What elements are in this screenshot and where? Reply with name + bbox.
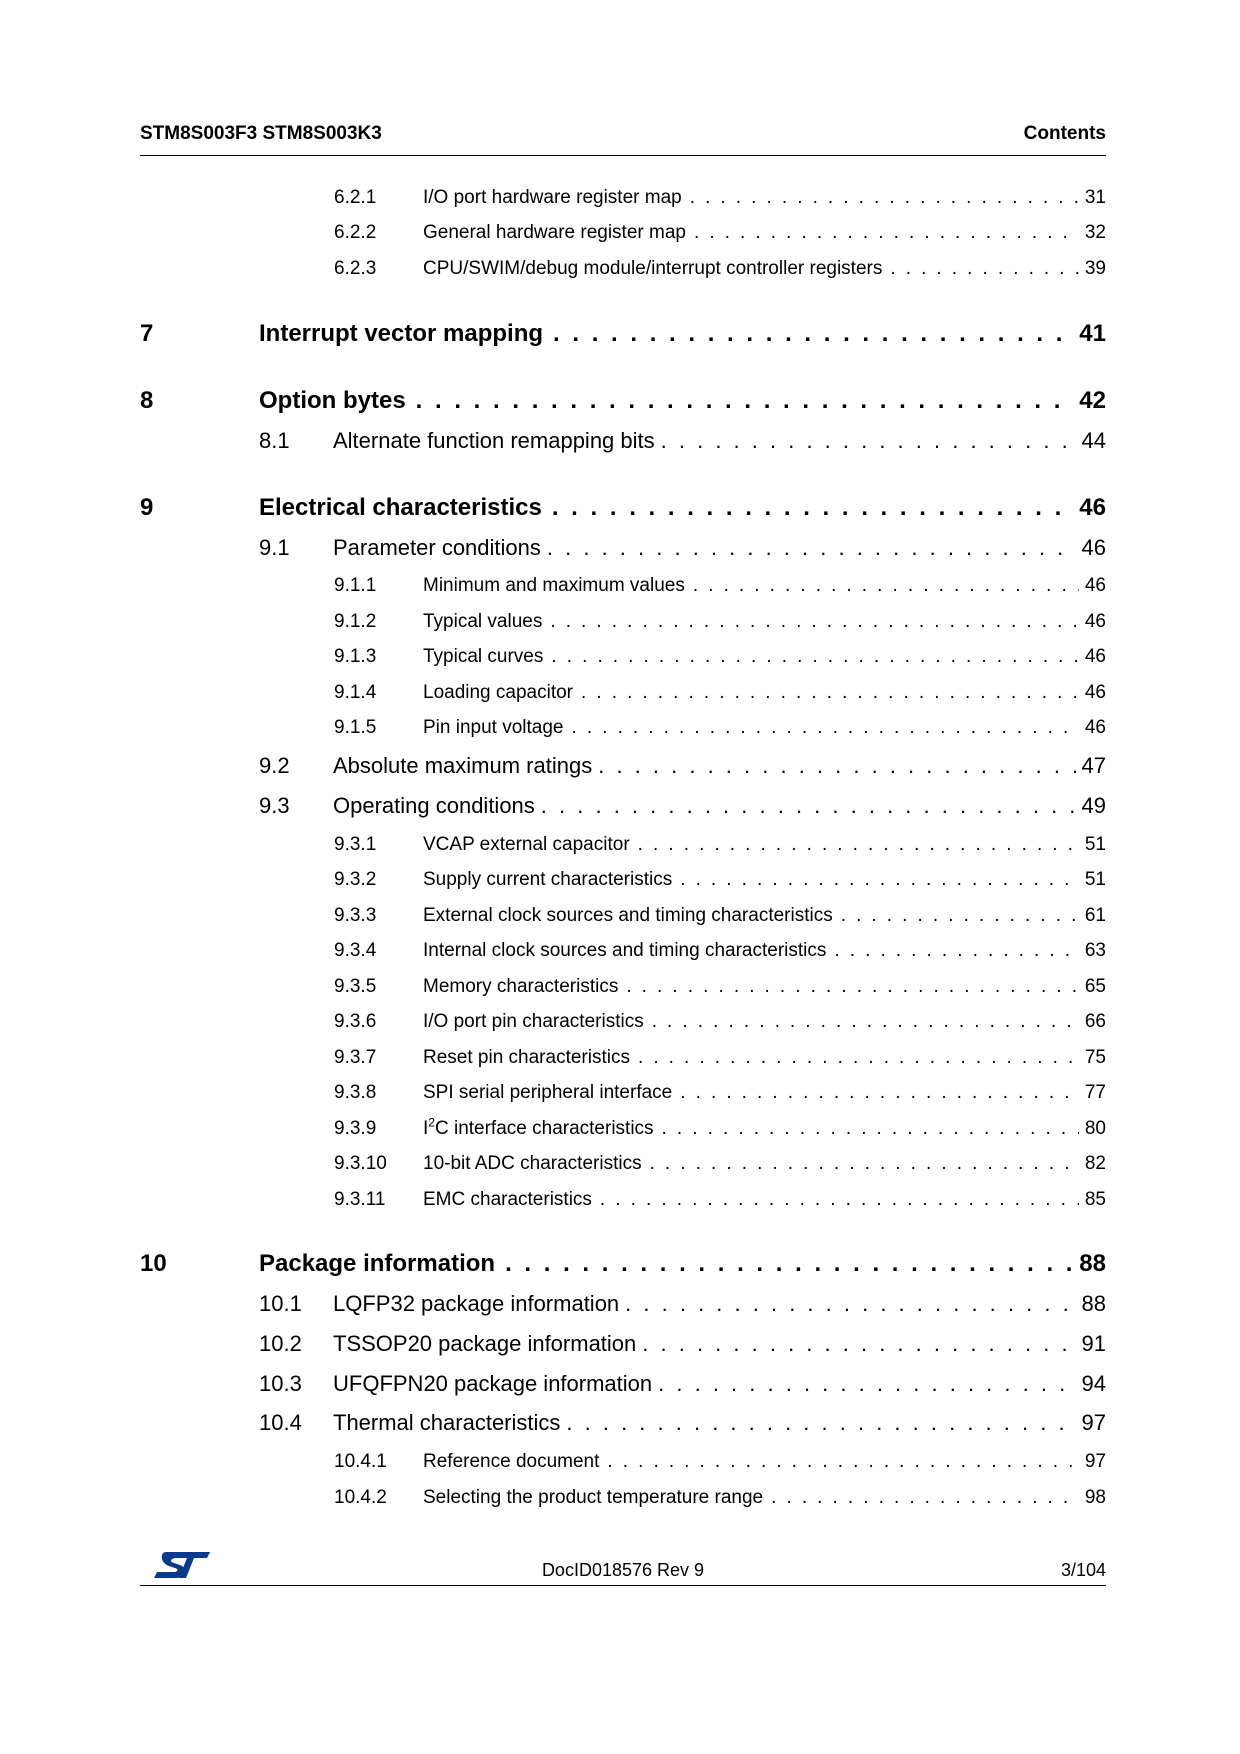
toc-entry-number: 10.2 [259,1331,302,1356]
toc-entry-title: General hardware register map [423,222,686,243]
toc-entry-page: 80 [1084,1118,1106,1139]
toc-entry-number: 10.1 [259,1291,302,1316]
toc-entry-number: 10.4 [259,1410,302,1435]
toc-leader-dots [551,646,1078,668]
toc-entry-title: I/O port hardware register map [423,187,682,208]
toc-chapter[interactable] [140,387,1106,415]
toc-entry-title: SPI serial peripheral interface [423,1082,673,1103]
toc-entry-title: Alternate function remapping bits [333,428,655,453]
toc-entry-page: 88 [1079,1250,1106,1277]
toc-leader-dots [661,428,1076,454]
toc-entry-page: 44 [1081,428,1106,453]
toc-entry-number: 9.3.1 [334,834,377,855]
toc-entry-title: CPU/SWIM/debug module/interrupt controller registers [423,258,883,279]
toc-entry-page: 98 [1084,1487,1106,1508]
toc-entry-page: 46 [1084,611,1106,632]
toc-entry-number: 9.3.7 [334,1047,377,1068]
toc-entry-page: 75 [1084,1047,1106,1068]
toc-entry-number: 9.1 [259,535,290,560]
toc-chapter[interactable] [140,1250,1106,1278]
toc-entry-title: TSSOP20 package information [333,1331,637,1356]
toc-entry-page: 31 [1084,187,1106,208]
toc-entry[interactable] [334,222,1106,244]
toc-leader-dots [680,869,1079,891]
toc-entry-page: 39 [1084,258,1106,279]
toc-entry-number: 9.3.2 [334,869,377,890]
toc-entry-title: Option bytes [259,387,406,414]
toc-leader-dots [541,793,1076,819]
toc-entry-number: 9.1.1 [334,575,377,596]
toc-entry-page: 46 [1079,494,1106,521]
header-section-title: Contents [1023,123,1106,144]
toc-entry-number: 8 [140,387,154,414]
toc-leader-dots [416,387,1074,415]
toc-leader-dots [694,222,1079,244]
toc-entry-page: 97 [1081,1410,1106,1435]
toc-entry-title: 10-bit ADC characteristics [423,1153,642,1174]
toc-entry-page: 51 [1084,834,1106,855]
header-doc-title: STM8S003F3 STM8S003K3 [140,123,382,144]
toc-entry-number: 9.3.6 [334,1011,377,1032]
toc-section[interactable] [259,753,1106,779]
toc-entry[interactable] [334,834,1106,856]
toc-leader-dots [642,1331,1075,1357]
toc-entry-page: 42 [1079,387,1106,414]
toc-entry[interactable] [334,717,1106,739]
toc-section[interactable] [259,1371,1106,1397]
toc-leader-dots [841,905,1079,927]
toc-entry-page: 66 [1084,1011,1106,1032]
toc-entry-title: Pin input voltage [423,717,564,738]
toc-entry-page: 46 [1084,682,1106,703]
toc-entry-number: 9.1.5 [334,717,377,738]
toc-entry[interactable] [334,187,1106,209]
toc-leader-dots [890,258,1079,280]
toc-entry-title: Parameter conditions [333,535,541,560]
toc-leader-dots [547,535,1076,561]
toc-leader-dots [625,1291,1075,1317]
toc-entry-title: UFQFPN20 package information [333,1371,653,1396]
toc-entry[interactable] [334,1082,1106,1104]
toc-entry[interactable] [334,869,1106,891]
toc-entry-number: 9.3 [259,793,290,818]
toc-section[interactable] [259,793,1106,819]
toc-leader-dots [638,1047,1079,1069]
toc-entry-page: 32 [1084,222,1106,243]
toc-leader-dots [505,1250,1073,1278]
toc-entry-number: 9.3.5 [334,976,377,997]
toc-entry-title: Loading capacitor [423,682,573,703]
toc-entry[interactable] [334,1153,1106,1175]
toc-entry-page: 46 [1084,717,1106,738]
toc-entry-number: 9.2 [259,753,290,778]
toc-leader-dots [690,187,1079,209]
toc-leader-dots [626,976,1079,998]
toc-entry-number: 9.3.11 [334,1189,386,1210]
footer-page-number: 3/104 [1060,1560,1106,1580]
toc-entry-title [423,1115,662,1140]
toc-entry-title: Supply current characteristics [423,869,673,890]
footer-rule [140,1585,1106,1586]
toc-entry-page: 77 [1084,1082,1106,1103]
title-prefix: I [423,1118,429,1139]
toc-entry-page: 41 [1079,320,1106,347]
toc-leader-dots [572,717,1079,739]
toc-entry-title: External clock sources and timing characteristics [423,905,833,926]
toc-entry[interactable] [334,976,1106,998]
toc-entry-title: Absolute maximum ratings [333,753,593,778]
toc-entry[interactable] [334,1189,1106,1211]
toc-entry-title: I/O port pin characteristics [423,1011,644,1032]
toc-entry-page: 51 [1084,869,1106,890]
toc-entry-number: 6.2.1 [334,187,377,208]
toc-entry-number: 9.3.9 [334,1118,377,1139]
toc-entry-title: Package information [259,1250,496,1277]
toc-chapter[interactable] [140,494,1106,522]
toc-leader-dots [638,834,1079,856]
toc-entry[interactable] [334,1115,1106,1140]
toc-section[interactable] [259,1291,1106,1317]
toc-leader-dots [607,1451,1078,1473]
toc-leader-dots [693,575,1079,597]
toc-entry[interactable] [334,1011,1106,1033]
toc-entry-title: Typical values [423,611,543,632]
toc-entry-title: Reference document [423,1451,600,1472]
toc-entry-title: Thermal characteristics [333,1410,561,1435]
toc-entry-page: 65 [1084,976,1106,997]
toc-leader-dots [771,1487,1079,1509]
toc-entry-page: 46 [1084,646,1106,667]
toc-entry-page: 47 [1081,753,1106,778]
toc-entry-title: Typical curves [423,646,544,667]
toc-entry-title: LQFP32 package information [333,1291,620,1316]
toc-entry-number: 10.3 [259,1371,302,1396]
toc-entry-page: 91 [1081,1331,1106,1356]
toc-entry-page: 85 [1084,1189,1106,1210]
toc-entry-number: 10.4.2 [334,1487,387,1508]
toc-entry-number: 6.2.2 [334,222,377,243]
page-header [140,123,1106,145]
toc-leader-dots [598,753,1075,779]
toc-entry[interactable] [334,905,1106,927]
toc-entry-number: 6.2.3 [334,258,377,279]
toc-section[interactable] [259,1331,1106,1357]
page-footer [140,1548,1106,1580]
toc-leader-dots [658,1371,1075,1397]
header-rule [140,155,1106,156]
superscript-two: 2 [428,1115,435,1130]
toc-entry-page: 88 [1081,1291,1106,1316]
toc-entry-number: 9.1.4 [334,682,377,703]
toc-entry[interactable] [334,1451,1106,1473]
toc-leader-dots [680,1082,1079,1104]
toc-entry-number: 9.1.3 [334,646,377,667]
toc-entry[interactable] [334,646,1106,668]
toc-entry[interactable] [334,258,1106,280]
toc-entry-title: Interrupt vector mapping [259,320,544,347]
toc-leader-dots [552,494,1073,522]
toc-entry-title: Electrical characteristics [259,494,542,521]
toc-entry-number: 7 [140,320,154,347]
toc-leader-dots [834,940,1078,962]
toc-leader-dots [600,1189,1079,1211]
toc-entry-title: EMC characteristics [423,1189,592,1210]
toc-entry-page: 63 [1084,940,1106,961]
toc-section[interactable] [259,428,1106,454]
toc-entry-number: 9.1.2 [334,611,377,632]
footer-doc-id: DocID018576 Rev 9 [541,1560,705,1580]
toc-entry-title: Memory characteristics [423,976,619,997]
toc-entry-title: Reset pin characteristics [423,1047,630,1068]
toc-entry[interactable] [334,682,1106,704]
toc-leader-dots [566,1410,1075,1436]
toc-entry-number: 8.1 [259,428,290,453]
toc-entry-title: Internal clock sources and timing characteristics [423,940,827,961]
toc-entry-number: 9.3.10 [334,1153,387,1174]
toc-entry-page: 94 [1081,1371,1106,1396]
toc-leader-dots [652,1011,1079,1033]
toc-section[interactable] [259,535,1106,561]
toc-section[interactable] [259,1410,1106,1436]
toc-entry[interactable] [334,940,1106,962]
toc-entry-number: 10.4.1 [334,1451,387,1472]
toc-leader-dots [553,320,1073,348]
toc-entry-number: 9.3.8 [334,1082,377,1103]
toc-entry-number: 9.3.3 [334,905,377,926]
toc-entry[interactable] [334,575,1106,597]
toc-chapter[interactable] [140,320,1106,348]
toc-leader-dots [662,1118,1079,1140]
toc-entry[interactable] [334,1487,1106,1509]
toc-entry-number: 9.3.4 [334,940,377,961]
toc-entry-number: 9 [140,494,154,521]
toc-entry-number: 10 [140,1250,167,1277]
toc-entry[interactable] [334,1047,1106,1069]
toc-entry-page: 46 [1084,575,1106,596]
toc-entry-title: Operating conditions [333,793,535,818]
toc-leader-dots [581,682,1079,704]
toc-leader-dots [550,611,1079,633]
toc-entry-title: VCAP external capacitor [423,834,630,855]
toc-entry-page: 61 [1084,905,1106,926]
toc-entry-page: 46 [1081,535,1106,560]
toc-entry-page: 97 [1084,1451,1106,1472]
toc-entry[interactable] [334,611,1106,633]
toc-leader-dots [650,1153,1079,1175]
toc-entry-title: Selecting the product temperature range [423,1487,764,1508]
toc-entry-title: Minimum and maximum values [423,575,685,596]
toc-entry-page: 49 [1081,793,1106,818]
title-rest: C interface characteristics [434,1118,654,1139]
toc-entry-page: 82 [1084,1153,1106,1174]
